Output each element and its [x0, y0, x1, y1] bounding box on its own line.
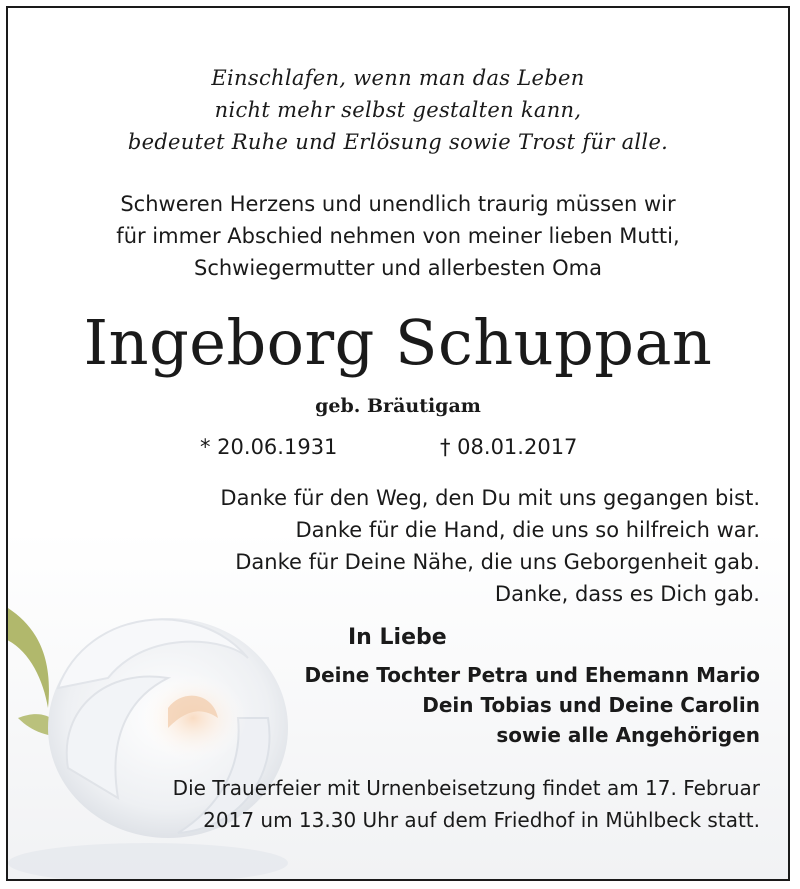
- in-love-heading: In Liebe: [348, 625, 447, 650]
- intro-line: Schweren Herzens und unendlich traurig müssen wir: [120, 192, 676, 216]
- quote-line: Einschlafen, wenn man das Leben: [211, 66, 585, 90]
- quote-line: nicht mehr selbst gestalten kann,: [214, 98, 582, 122]
- obituary-notice: [6, 6, 790, 881]
- intro-text: [8, 188, 788, 284]
- ceremony-line: 2017 um 13.30 Uhr auf dem Friedhof in Mühlbeck statt.: [203, 808, 760, 832]
- mourners-list: [140, 660, 760, 750]
- thanks-line: Danke für die Hand, die uns so hilfreich war.: [295, 518, 760, 542]
- deceased-name: Ingeborg Schuppan: [83, 306, 713, 379]
- mourner-line: sowie alle Angehörigen: [496, 723, 760, 747]
- quote-line: bedeutet Ruhe und Erlösung sowie Trost für alle.: [127, 130, 669, 154]
- intro-line: Schwiegermutter und allerbesten Oma: [194, 256, 602, 280]
- mourner-line: Dein Tobias und Deine Carolin: [422, 693, 760, 717]
- mourner-line: Deine Tochter Petra und Ehemann Mario: [304, 663, 760, 687]
- death-date: † 08.01.2017: [440, 435, 578, 459]
- ceremony-line: Die Trauerfeier mit Urnenbeisetzung findet am 17. Februar: [172, 776, 760, 800]
- thanks-line: Danke für den Weg, den Du mit uns gegangen bist.: [220, 486, 760, 510]
- thanks-verse: [120, 482, 760, 610]
- thanks-line: Danke für Deine Nähe, die uns Geborgenheit gab.: [235, 550, 760, 574]
- ceremony-info: [20, 772, 760, 836]
- opening-quote: [8, 62, 788, 158]
- birth-date: * 20.06.1931: [200, 435, 338, 459]
- maiden-name: geb. Bräutigam: [315, 395, 481, 417]
- intro-line: für immer Abschied nehmen von meiner lieben Mutti,: [116, 224, 680, 248]
- thanks-line: Danke, dass es Dich gab.: [494, 582, 760, 606]
